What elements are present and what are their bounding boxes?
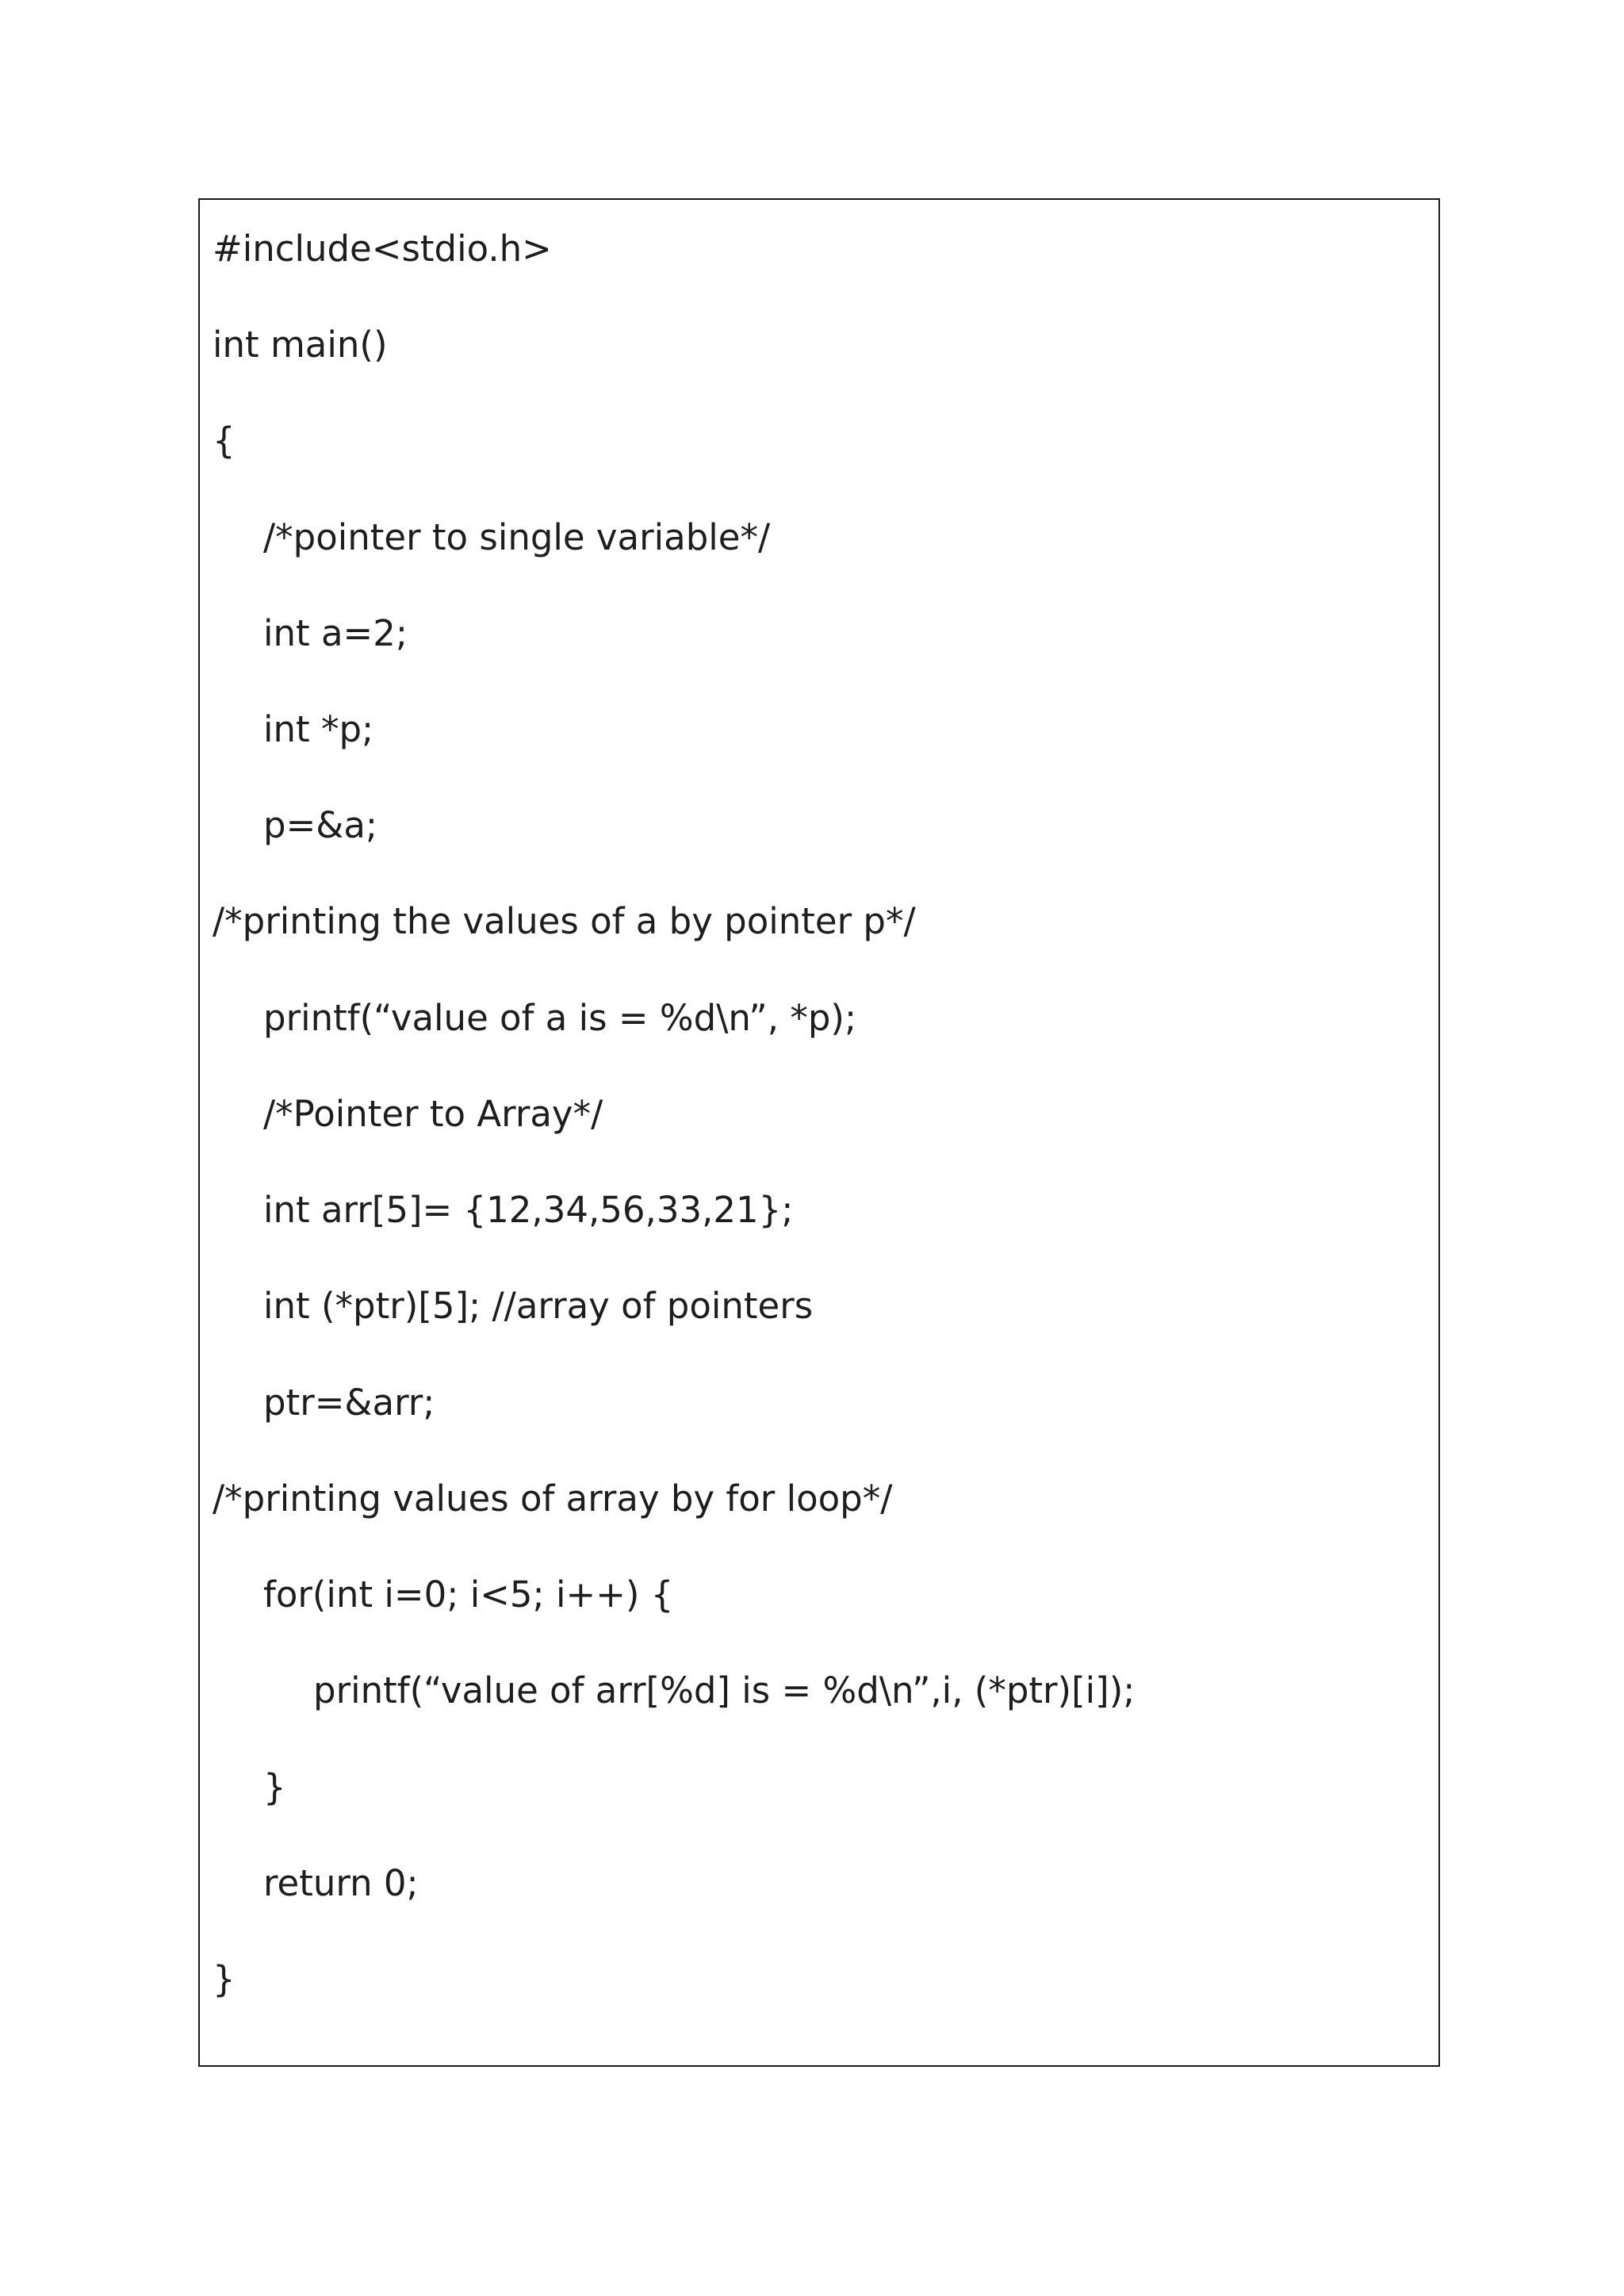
code-line-comment-for-loop: /*printing values of array by for loop*/: [213, 1478, 893, 1520]
code-line-comment-pointer-variable: /*pointer to single variable*/: [263, 516, 771, 558]
code-listing-box: [198, 198, 1440, 2067]
code-line-for-header: for(int i=0; i<5; i++) {: [263, 1573, 674, 1616]
code-line-declare-ptr: int (*ptr)[5]; //array of pointers: [263, 1285, 814, 1327]
code-line-comment-print-a: /*printing the values of a by pointer p*/: [213, 900, 916, 942]
code-line-open-brace: {: [213, 420, 236, 462]
code-line-assign-p: p=&a;: [263, 804, 378, 846]
code-line-return: return 0;: [263, 1862, 419, 1904]
code-line-declare-arr: int arr[5]= {12,34,56,33,21};: [263, 1189, 794, 1231]
code-line-assign-ptr: ptr=&arr;: [263, 1382, 435, 1424]
code-line-comment-pointer-array: /*Pointer to Array*/: [263, 1093, 603, 1135]
code-line-declare-p: int *p;: [263, 708, 374, 750]
code-line-main-signature: int main(): [213, 324, 388, 366]
code-line-close-brace: }: [213, 1958, 236, 2000]
code-line-printf-a: printf(“value of a is = %d\n”, *p);: [263, 997, 857, 1039]
code-line-include: #include<stdio.h>: [213, 228, 552, 270]
code-line-printf-arr: printf(“value of arr[%d] is = %d\n”,i, (*ptr)[i]);: [313, 1669, 1136, 1711]
code-line-declare-a: int a=2;: [263, 612, 408, 654]
code-line-for-close-brace: }: [263, 1766, 286, 1808]
